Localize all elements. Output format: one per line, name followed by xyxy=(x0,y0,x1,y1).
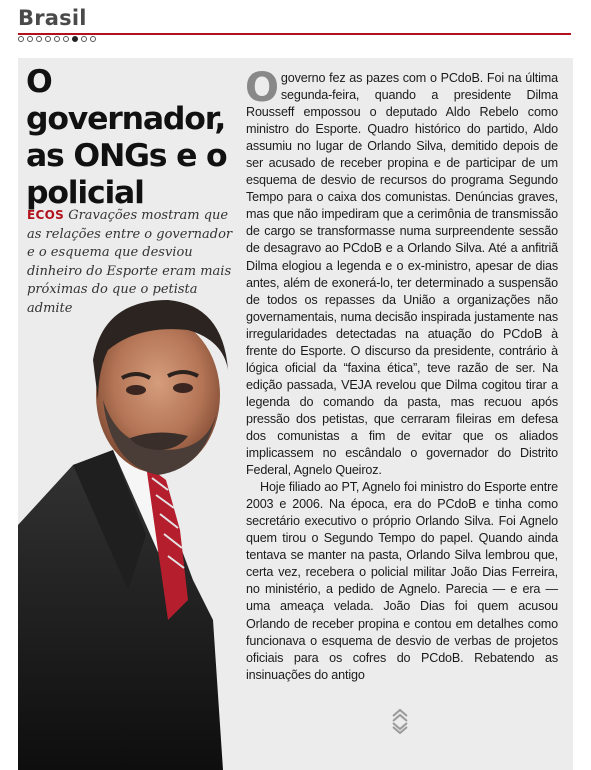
section-title: Brasil xyxy=(18,6,87,30)
paragraph-2: Hoje filiado ao PT, Agnelo foi ministro do Esporte entre 2003 e 2006. Na época, era do PCdoB e tinha como secretário executivo o próprio Orlando Silva. Foi Agnelo quem tirou o Segundo Tempo do papel. Quando ainda tentava se manter na pasta, Orlando Silva lembrou que, certa vez, recebera o policial militar João Dias Ferreira, no ministério, a pedido de Agnelo. Parecia — e era — uma ameaça velada. João Dias foi quem acusou Orlando de receber propina e contou em detalhes como funcionava o esquema de desvio de verbas de projetos oficiais para os cofres do PCdoB. Rebatendo as insinuações do antigo xyxy=(246,480,558,682)
page-dot[interactable] xyxy=(27,36,33,42)
headline: O governador, as ONGs e o policial xyxy=(26,64,227,211)
section-header xyxy=(18,6,573,36)
page-dot-active[interactable] xyxy=(72,36,78,42)
page-dot[interactable] xyxy=(81,36,87,42)
double-chevron-icon[interactable] xyxy=(391,708,409,734)
portrait-photo xyxy=(18,290,250,770)
dropcap: O xyxy=(245,65,279,111)
page-dot[interactable] xyxy=(45,36,51,42)
paragraph-1 xyxy=(245,65,558,479)
page-dot[interactable] xyxy=(36,36,42,42)
page-dot[interactable] xyxy=(54,36,60,42)
section-rule xyxy=(18,33,571,35)
deck-text: Gravações mostram que as relações entre o governador e o esquema que desviou dinheiro do Esporte eram mais próximas do que o petista admite xyxy=(27,208,233,316)
page-dot[interactable] xyxy=(90,36,96,42)
kicker: ECOS xyxy=(27,208,65,222)
page-dot[interactable] xyxy=(18,36,24,42)
article-body xyxy=(245,65,558,684)
page-indicator-dots[interactable] xyxy=(18,36,96,42)
page-dot[interactable] xyxy=(63,36,69,42)
paragraph-1-text: governo fez as pazes com o PCdoB. Foi na última segunda-feira, quando a presidente Dilma Rousseff empossou o deputado Aldo Rebelo como ministro do Esporte. Quadro histórico do partido, Aldo assumiu no lugar de Orlando Silva, demitido depois de ser acusado de receber propina e de participar de um esquema de desvio de recursos do programa Segundo Tempo para o caixa dos comunistas. Denúncias graves, mas que não impediram que a cerimônia de transmissão de cargo se transformasse numa surpreendente sessão de desagravo ao PCdoB e a Orlando Silva. Até a anfitriã Dilma elogiou a legenda e o ex-ministro, apesar de dias antes, além de exonerá-lo, ter determinado a suspensão de todos os repasses da União a organizações não governamentais, numa decisão inspirada justamente nas irregularidades detectadas na atuação do PCdoB à frente do Esporte. O discurso da presidente, contrário à lógica oficial da “faxina ética”, teve razão de ser. Na edição passada, VEJA revelou que Dilma cogitou tirar a legenda do comando da pasta, mas recuou após pressão dos petistas, que cerraram fileiras em defesa dos comunistas a fim de evitar que os aliados implicassem no escândalo o governador do Distrito Federal, Agnelo Queiroz. xyxy=(246,71,558,478)
